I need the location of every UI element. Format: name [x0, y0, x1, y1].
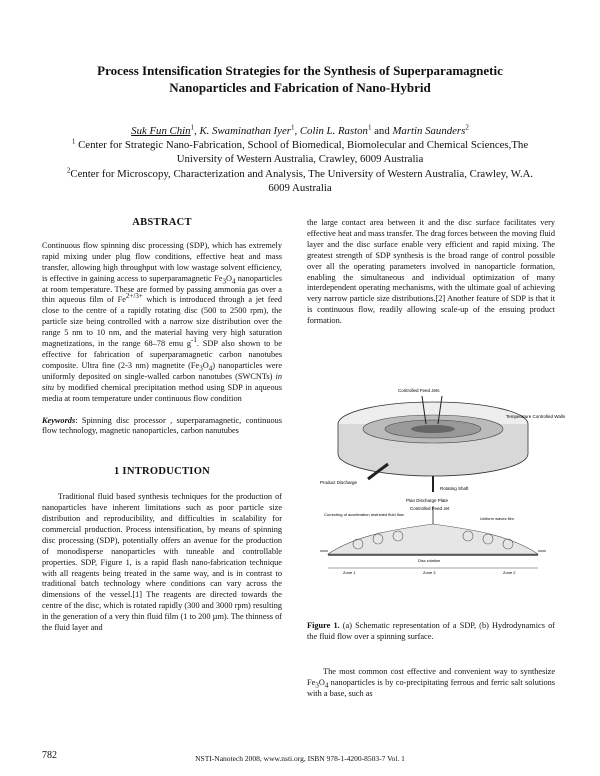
- author-names: Suk Fun Chin$^1$, K. Swaminathan Iyer$^1$, Colin L. Raston$^1$ and Martin Saunders$^2$: [131, 123, 469, 137]
- right-paragraph: the large contact area between it and the disc surface facilitates very effective heat and mass transfer. The drag forces between the moving fluid layer and the disc surface enable very efficient and rapid mixing. The greatest strength of SDP synthesis is the broad range of control possible over all the operating parameters involved in nanoparticle formation, enabling the simultaneous and individual optimization of many interdependent operating mechanisms, with the ultimate goal of achieving very narrow particle size distributions.[2] Another feature of SDP is that it is continuous flow, readily allowing scale-up of the ensuing product formation.: [307, 218, 555, 326]
- figure-1b-hydrodynamics: [320, 498, 546, 575]
- author-1-affil: 1: [190, 123, 195, 132]
- label-uniform: Uniform waves film: [480, 516, 514, 521]
- label-shaft: Rotating Shaft: [440, 486, 469, 491]
- affil-2-text: Center for Microscopy, Characterization and Analysis, The University of Western Australia, Crawley, W.A. 6009 Australia: [70, 167, 534, 194]
- author-3-affil: 1: [367, 123, 372, 132]
- author-3: Colin L. Raston: [299, 125, 368, 137]
- label-acceleration: Correcting of acceleration restricted fluid flow: [324, 512, 404, 517]
- footer: NSTI-Nanotech 2008, www.nsti.org, ISBN 978-1-4200-8503-7 Vol. 1: [195, 754, 405, 763]
- author-2: K. Swaminathan Iyer: [199, 125, 291, 137]
- label-discharge: Product Discharge: [320, 480, 358, 485]
- abstract-part-1: Continuous flow spinning disc processing (SDP), which has extremely rapid mixing under plug flow conditions, effective heat and mass transfer, allowing high throughput with low wastage solvent efficiency, is effective in gaining access to superparamagnetic Fe: [42, 240, 282, 283]
- affil-1-mark: 1: [71, 137, 76, 146]
- title-line-2: Nanoparticles and Fabrication of Nano-Hybrid: [169, 80, 431, 95]
- author-4-affil: 2: [465, 123, 469, 132]
- label-feed-jets: Controlled Feed Jets: [398, 388, 440, 393]
- figure-1a-apparatus: [320, 388, 566, 492]
- figure-1: [318, 384, 566, 584]
- label-rotation: Disc rotation: [418, 558, 441, 563]
- author-2-affil: 1: [290, 123, 295, 132]
- title-line-1: Process Intensification Strategies for the Synthesis of Superparamagnetic: [97, 63, 503, 78]
- right-para2-b: nanoparticles is by co-precipitating ferrous and ferric salt solutions with a base, such as: [307, 677, 555, 698]
- label-walls: Temperature Controlled Walls: [506, 414, 566, 419]
- author-4: Martin Saunders: [392, 125, 466, 137]
- label-zone-2: Zone 3: [423, 570, 436, 575]
- abstract-text: Continuous flow spinning disc processing (SDP), which has extremely rapid mixing under plug flow conditions, effective heat and mass transfer, allowing high throughput with low wastage solvent efficiency, is effective in gaining access to superparamagnetic $Fe_3O_4$ nanoparticles at room temperature. These are formed by passing ammonia gas over a thin aqueous film of $Fe^{2+/3+}$ which is introduced through a jet feed close to the centre of a rapidly rotating disc (500 to 2500 rpm), the particle size being controlled with a narrow size distribution over the range 5 nm to 10 nm, and the material having very high saturation magnetizations, in the range 68–78 emu $g^{-1}$. SDP also shown to be effective for fabrication of superparamagnetic carbon nanotubes composite. Ultra fine (2-3 nm) magnetite $(Fe_3O_4)$ nanoparticles were uniformly deposited on single-walled carbon nanotubes (SWCNTs) in situ by modified chemical precipitation method using SDP in aqueous media at room temperature under continuous flow condition: [42, 240, 283, 403]
- right-column-bottom: [307, 667, 555, 700]
- affil-2-mark: 2: [66, 166, 71, 175]
- abstract-part-5: ) nanoparticles were uniformly deposited on single-walled carbon nanotubes (SWCNTs): [42, 360, 283, 381]
- label-plan: Plan Discharge Plate: [406, 498, 449, 503]
- keywords-text: : Spinning disc processor , superparamagnetic, continuous flow technology, magnetic nanoparticles, carbon nanutubes: [42, 415, 282, 436]
- intro-text: Traditional fluid based synthesis techniques for the production of nanoparticles have inherent limitations such as poor particle size distribution and reproducibility, and difficulties in scalability for commercial production. Process intensification, by means of spinning disc processing (SDP), potentially offers an avenue for the production of monodisperse nanoparticles with tuneable and controllable properties. SDP, Figure 1, is a rapid flash nano-fabrication technique with all reagents being treated in the same way, and is in contrast to traditional batch technology where conditions can vary across the dimensions of the vessel.[1] The reagents are directed towards the centre of the disc, which is rotated rapidly (300 and 3000 rpm) resulting in the generation of a very thin fluid film (1 to 200 µm). The thinness of the fluid layer and: [42, 492, 282, 633]
- page-number: 782: [42, 750, 57, 761]
- left-column: [42, 218, 282, 634]
- paper-title: [40, 62, 560, 96]
- intro-heading: 1 INTRODUCTION: [113, 466, 211, 478]
- right-paragraph-2: The most common cost effective and convenient way to synthesize $Fe_3O_4$ nanoparticles is by co-precipitating ferrous and ferric salt solutions with a base, such as: [307, 667, 555, 698]
- author-1: Suk Fun Chin: [131, 125, 191, 137]
- abstract-heading: ABSTRACT: [132, 217, 192, 228]
- label-zone-1: Zone 1: [343, 570, 356, 575]
- abstract-part-6: by modified chemical precipitation method using SDP in aqueous media at room temperature under continuous flow condition: [42, 382, 282, 403]
- abstract-part-3: which is introduced through a jet feed close to the centre of a rapidly rotating disc (500 to 2500 rpm), the particle size being controlled with a narrow size distribution over the range 5 nm to 10 nm, and the material having very high saturation magnetizations, in the range 68–78 emu g: [42, 295, 282, 349]
- keywords-label: Keywords: [42, 415, 76, 425]
- abstract-in-situ: in situ: [42, 371, 282, 392]
- figure-caption: [307, 621, 555, 642]
- label-zone-3: Zone 2: [503, 570, 516, 575]
- author-block: [60, 124, 540, 195]
- affiliation-2: [60, 167, 540, 195]
- author-and: and: [374, 125, 390, 137]
- abstract-part-2: nanoparticles at room temperature. These are formed by passing ammonia gas over a thin aqueous film of Fe: [42, 273, 282, 305]
- affil-1-text: Center for Strategic Nano-Fabrication, School of Biomedical, Biomolecular and Chemical Sciences,The University of Western Australia, Crawley, 6009 Australia: [78, 139, 529, 166]
- keywords: [42, 416, 282, 438]
- right-para2-a: The most common cost effective and convenient way to synthesize Fe: [307, 667, 555, 687]
- caption-text: (a) Schematic representation of a SDP, (b) Hydrodynamics of the fluid flow over a spinning surface.: [307, 621, 555, 641]
- label-feed-jet: Controlled Feed Jet: [410, 506, 450, 511]
- affiliation-1: [60, 138, 540, 166]
- abstract-part-4: . SDP also shown to be effective for fabrication of superparamagnetic carbon nanotubes composite. Ultra fine (2-3 nm) magnetite (Fe: [42, 339, 282, 370]
- right-column-top: [307, 218, 555, 327]
- caption-label: Figure 1.: [307, 621, 340, 630]
